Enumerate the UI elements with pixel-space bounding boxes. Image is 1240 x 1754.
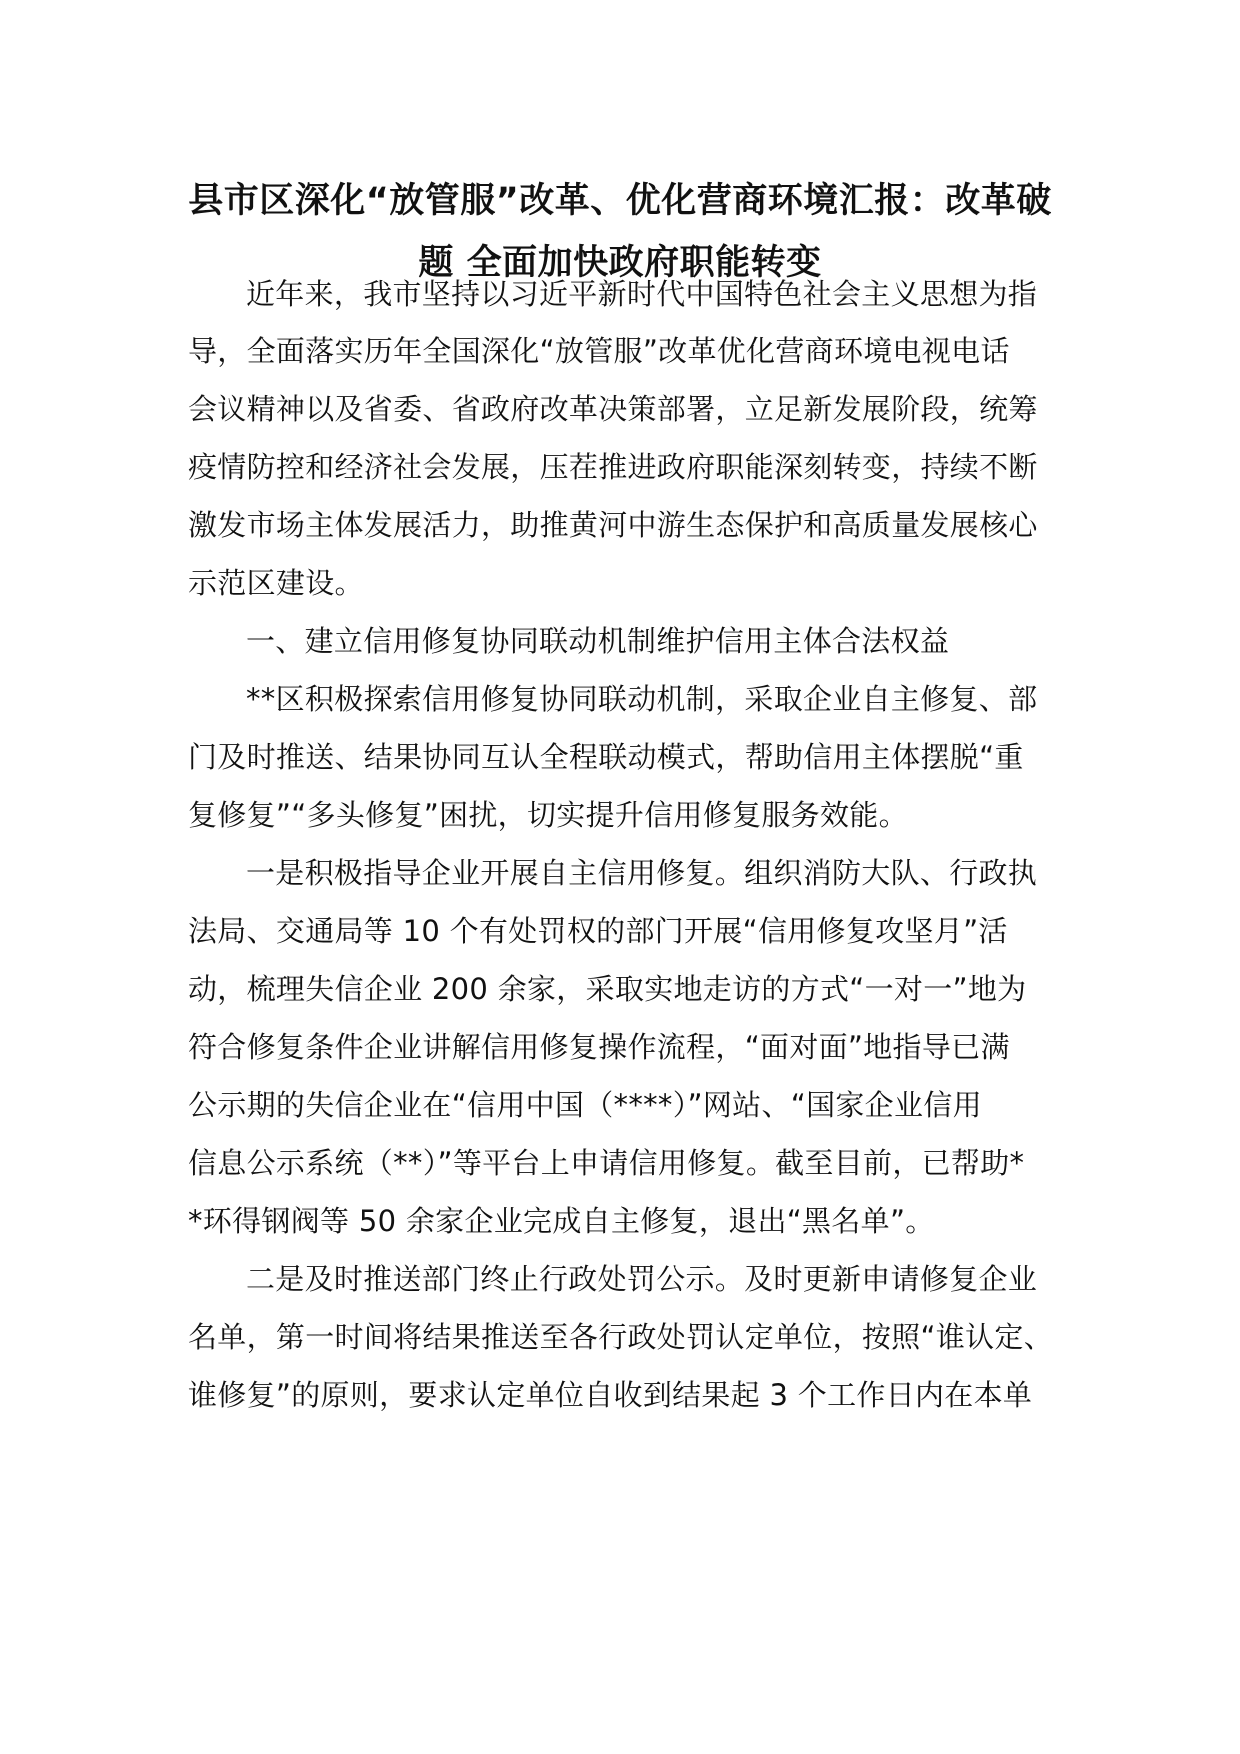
paragraph-1-line-5: 激发市场主体发展活力，助推黄河中游生态保护和高质量发展核心 [188, 508, 1038, 542]
paragraph-2-line-3: 复修复”“多头修复”困扰，切实提升信用修复服务效能。 [188, 798, 908, 832]
paragraph-3-line-7: *环得钢阀等 50 余家企业完成自主修复，退出“黑名单”。 [188, 1204, 935, 1238]
paragraph-4-line-2: 名单，第一时间将结果推送至各行政处罚认定单位，按照“谁认定、 [188, 1320, 1054, 1354]
paragraph-1-line-2: 导，全面落实历年全国深化“放管服”改革优化营商环境电视电话 [188, 334, 1010, 368]
title-line-1: 县市区深化“放管服”改革、优化营商环境汇报：改革破 [188, 181, 1052, 221]
title-line-2: 题 全面加快政府职能转变 [418, 243, 822, 283]
paragraph-1-line-4: 疫情防控和经济社会发展，压茬推进政府职能深刻转变，持续不断 [188, 450, 1038, 484]
paragraph-4-line-1: 二是及时推送部门终止行政处罚公示。及时更新申请修复企业 [246, 1262, 1038, 1296]
paragraph-3-line-1: 一是积极指导企业开展自主信用修复。组织消防大队、行政执 [246, 856, 1038, 890]
paragraph-1-line-1: 近年来，我市坚持以习近平新时代中国特色社会主义思想为指 [246, 277, 1038, 311]
paragraph-3-line-2: 法局、交通局等 10 个有处罚权的部门开展“信用修复攻坚月”活 [188, 914, 1008, 948]
paragraph-3-line-6: 信息公示系统（**）”等平台上申请信用修复。截至目前，已帮助* [188, 1146, 1025, 1180]
section-heading-1: 一、建立信用修复协同联动机制维护信用主体合法权益 [246, 624, 950, 658]
paragraph-1-line-3: 会议精神以及省委、省政府改革决策部署，立足新发展阶段，统筹 [188, 392, 1038, 426]
paragraph-4-line-3: 谁修复”的原则，要求认定单位自收到结果起 3 个工作日内在本单 [188, 1378, 1033, 1412]
paragraph-3-line-3: 动，梳理失信企业 200 余家，采取实地走访的方式“一对一”地为 [188, 972, 1027, 1006]
paragraph-2-line-1: **区积极探索信用修复协同联动机制，采取企业自主修复、部 [246, 682, 1038, 716]
paragraph-1-line-6: 示范区建设。 [188, 566, 364, 600]
paragraph-3-line-4: 符合修复条件企业讲解信用修复操作流程，“面对面”地指导已满 [188, 1030, 1010, 1064]
paragraph-3-line-5: 公示期的失信企业在“信用中国（****）”网站、“国家企业信用 [188, 1088, 982, 1122]
paragraph-2-line-2: 门及时推送、结果协同互认全程联动模式，帮助信用主体摆脱“重 [188, 740, 1024, 774]
